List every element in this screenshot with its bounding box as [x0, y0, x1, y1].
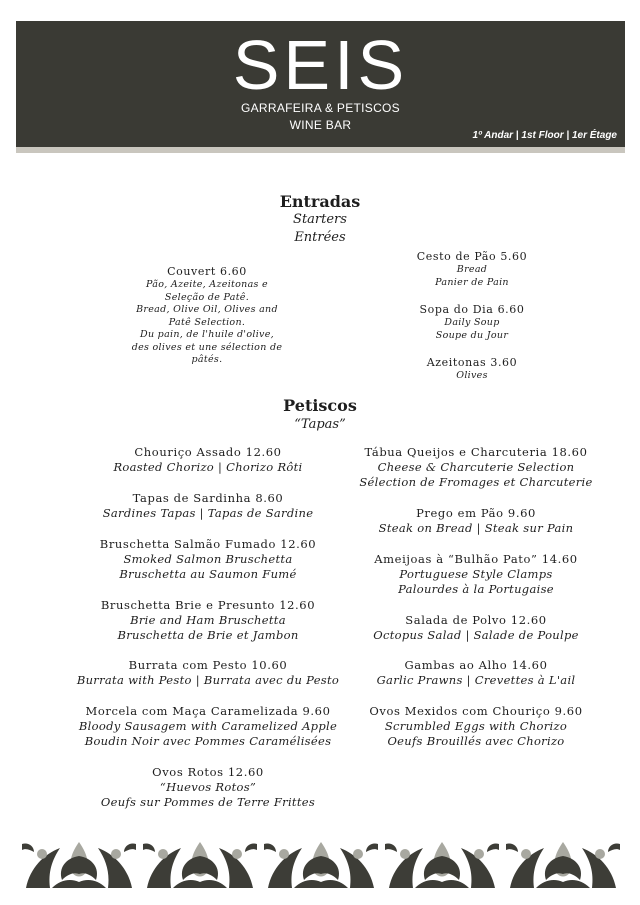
item-desc: Oeufs sur Pommes de Terre Frittes — [100, 795, 316, 809]
menu-item-ovos-mexidos — [316, 704, 636, 749]
item-price: 6.60 — [219, 265, 247, 278]
item-name: Ameijoas à “Bulhão Pato” — [374, 552, 538, 566]
floor-label: 1º Andar | 1st Floor | 1er Étage — [472, 130, 617, 141]
item-price: 10.60 — [251, 658, 288, 672]
item-name: Prego em Pão — [416, 506, 504, 520]
item-price: 8.60 — [255, 491, 284, 505]
menu-item-ovos-rotos — [48, 765, 368, 810]
item-price: 14.60 — [511, 658, 548, 672]
item-desc: Roasted Chorizo | Chorizo Rôti — [113, 460, 303, 474]
item-desc: Smoked Salmon Bruschetta — [123, 552, 293, 566]
brand-logo: SEIS — [232, 26, 409, 104]
menu-item-cesto-de-pao — [372, 250, 572, 289]
menu-item-couvert — [107, 265, 307, 367]
item-desc: Pão, Azeite, Azeitonas e — [146, 279, 268, 290]
item-name: Morcela com Maça Caramelizada — [85, 704, 299, 718]
item-name: Tapas de Sardinha — [132, 491, 252, 505]
item-desc: Sardines Tapas | Tapas de Sardine — [102, 506, 314, 520]
item-desc: Sélection de Fromages et Charcuterie — [359, 475, 593, 489]
menu-item-azeitonas — [372, 356, 572, 383]
menu-item-prego — [316, 506, 636, 536]
entradas-subtitle-fr: Entrées — [294, 230, 346, 245]
item-desc: Bloody Sausagem with Caramelized Apple — [78, 719, 338, 733]
item-price: 12.60 — [245, 445, 282, 459]
entradas-title: Entradas — [279, 192, 361, 211]
item-price: 3.60 — [490, 356, 518, 369]
item-desc: Bread — [456, 264, 488, 275]
item-name: Azeitonas — [426, 356, 487, 369]
item-desc: Bread, Olive Oil, Olives and — [136, 304, 278, 315]
item-desc: Patê Selection. — [168, 316, 246, 328]
item-name: Gambas ao Alho — [404, 658, 508, 672]
item-desc: Du pain, de l'huile d'olive, — [140, 329, 274, 340]
item-desc: “Huevos Rotos” — [159, 780, 257, 794]
item-name: Bruschetta Brie e Presunto — [100, 598, 275, 612]
item-desc: pâtés. — [191, 354, 223, 365]
item-name: Chouriço Assado — [134, 445, 242, 459]
brand-tagline: GARRAFEIRA & PETISCOS — [240, 101, 400, 115]
brand-subtitle: WINE BAR — [289, 118, 352, 132]
item-price: 14.60 — [541, 552, 578, 566]
item-price: 12.60 — [279, 598, 316, 612]
item-price: 9.60 — [302, 704, 331, 718]
item-desc: Cheese & Charcuterie Selection — [377, 460, 575, 474]
item-desc: Seleção de Patê. — [164, 291, 250, 303]
item-desc: Bruschetta au Saumon Fumé — [119, 567, 297, 581]
item-name: Tábua Queijos e Charcuteria — [364, 445, 548, 459]
item-name: Burrata com Pesto — [128, 658, 248, 672]
item-name: Ovos Rotos — [152, 765, 224, 779]
item-desc: Palourdes à la Portugaise — [398, 582, 554, 596]
item-price: 6.60 — [497, 303, 525, 316]
item-name: Cesto de Pão — [416, 250, 497, 263]
item-desc: Soupe du Jour — [435, 329, 509, 341]
menu-item-sopa-do-dia — [372, 303, 572, 342]
item-desc: Portuguese Style Clamps — [399, 567, 553, 581]
item-price: 5.60 — [500, 250, 528, 263]
item-desc: Oeufs Brouillés avec Chorizo — [387, 734, 565, 748]
item-desc: des olives et une sélection de — [131, 341, 283, 353]
item-price: 12.60 — [510, 613, 547, 627]
menu-item-tabua — [316, 445, 636, 490]
item-price: 9.60 — [554, 704, 583, 718]
item-price: 18.60 — [551, 445, 588, 459]
header-banner — [16, 21, 625, 147]
item-desc: Olives — [456, 370, 488, 381]
item-desc: Garlic Prawns | Crevettes à L'ail — [376, 673, 576, 687]
menu-item-salada-de-polvo — [316, 613, 636, 643]
item-name: Bruschetta Salmão Fumado — [99, 537, 277, 551]
item-desc: Octopus Salad | Salade de Poulpe — [373, 628, 579, 642]
item-price: 9.60 — [507, 506, 536, 520]
item-name: Salada de Polvo — [405, 613, 507, 627]
header-divider — [16, 147, 625, 153]
item-desc: Panier de Pain — [435, 276, 509, 288]
item-name: Sopa do Dia — [419, 303, 494, 316]
item-desc: Daily Soup — [444, 317, 500, 328]
menu-item-gambas — [316, 658, 636, 688]
item-desc: Brie and Ham Bruschetta — [130, 613, 286, 627]
item-price: 12.60 — [227, 765, 264, 779]
petiscos-subtitle: “Tapas” — [294, 417, 346, 432]
entradas-subtitle-en: Starters — [293, 212, 347, 227]
item-name: Couvert — [167, 265, 216, 278]
item-desc: Boudin Noir avec Pommes Caramélisées — [84, 734, 332, 748]
footer-ornament — [22, 838, 620, 890]
item-desc: Scrumbled Eggs with Chorizo — [384, 719, 568, 733]
petiscos-title: Petiscos — [283, 396, 357, 415]
item-desc: Steak on Bread | Steak sur Pain — [378, 521, 574, 535]
menu-item-ameijoas — [316, 552, 636, 597]
item-desc: Bruschetta de Brie et Jambon — [117, 628, 299, 642]
item-name: Ovos Mexidos com Chouriço — [369, 704, 551, 718]
item-desc: Burrata with Pesto | Burrata avec du Pesto — [76, 673, 340, 687]
item-price: 12.60 — [280, 537, 317, 551]
